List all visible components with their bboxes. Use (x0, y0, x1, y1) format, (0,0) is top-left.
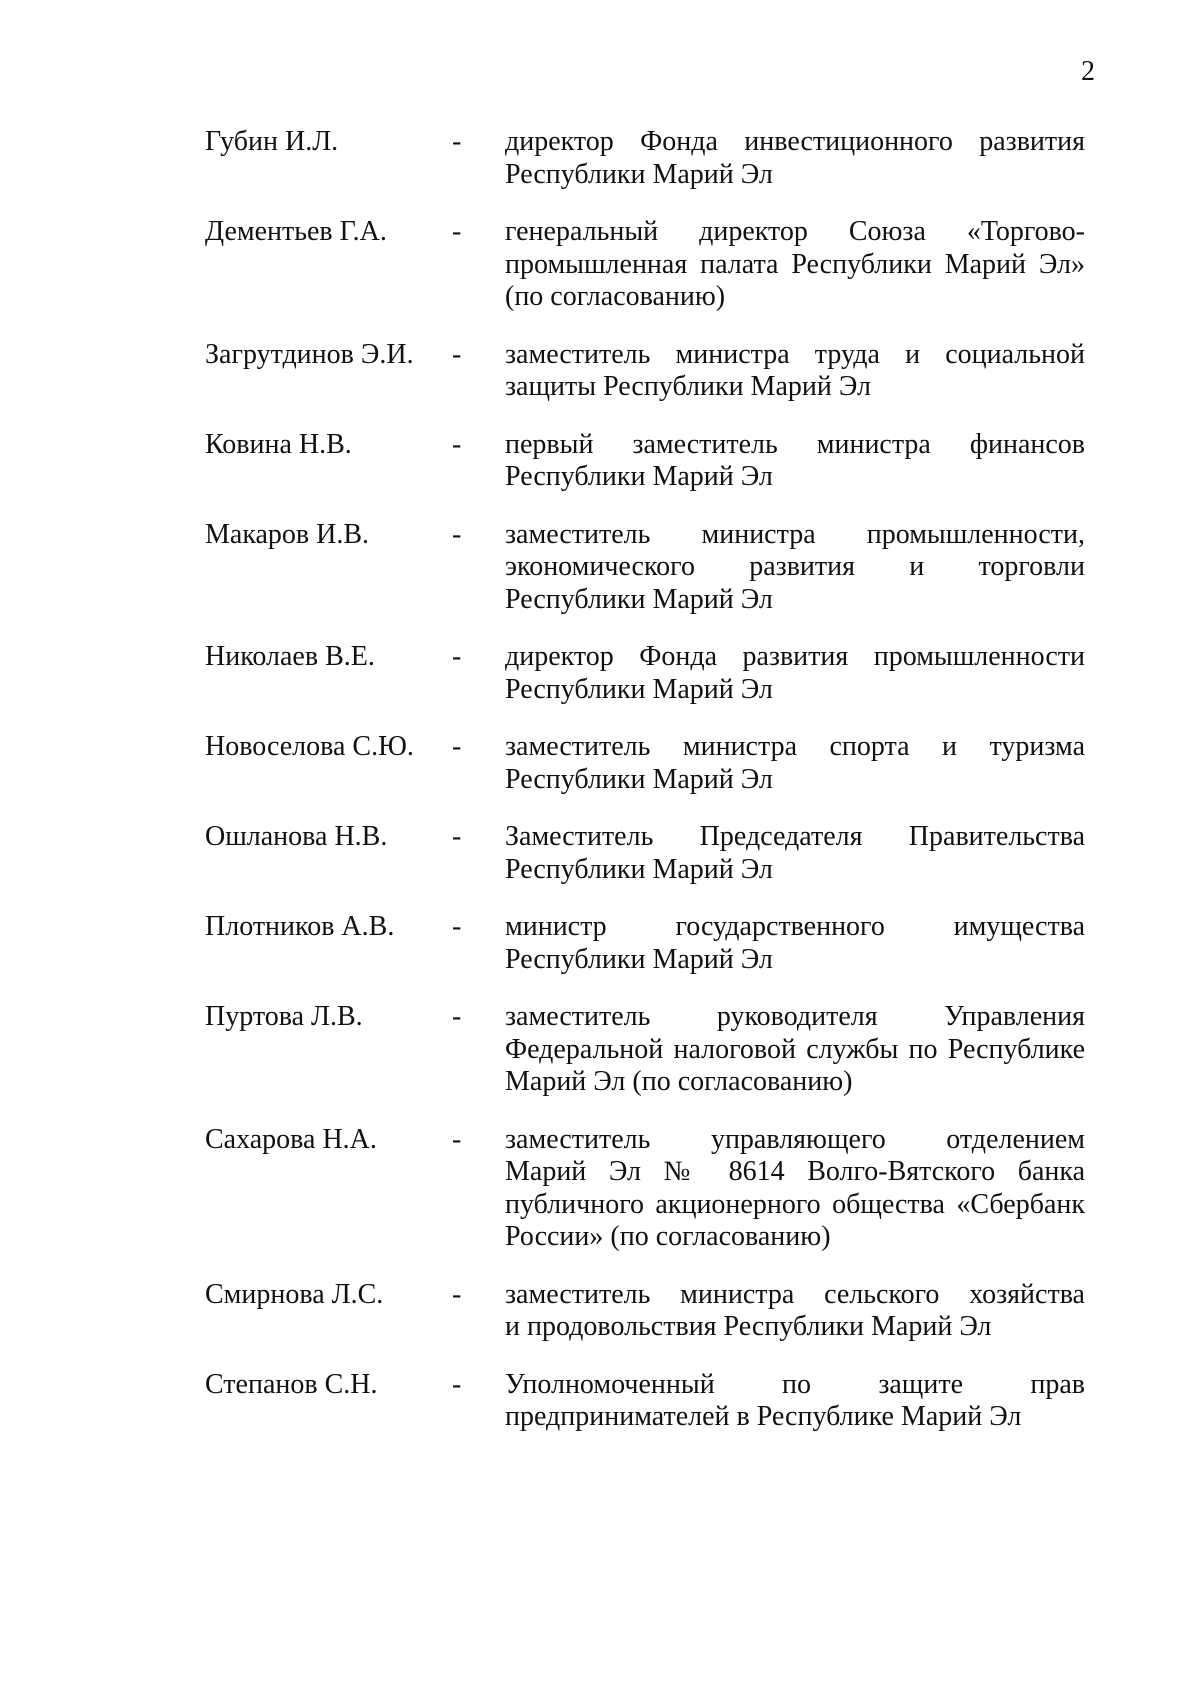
member-role-line: Марий Эл (по согласованию) (505, 1066, 853, 1097)
member-entry (205, 821, 1085, 886)
member-dash: - (452, 821, 462, 852)
member-role (505, 1001, 1085, 1099)
member-role (505, 1369, 1085, 1434)
member-entry (205, 216, 1085, 314)
member-dash: - (452, 338, 462, 370)
member-role-line: Республики Марий Эл (505, 583, 773, 615)
member-role-line: Республики Марий Эл (505, 673, 773, 705)
member-role (505, 216, 1085, 314)
member-role-line: защиты Республики Марий Эл (505, 371, 871, 402)
member-name: Плотников А.В. (205, 911, 395, 942)
member-entry (205, 339, 1085, 404)
member-list (205, 126, 1085, 1434)
member-role (505, 126, 1085, 191)
member-role-line: генеральный директор Союза «Торгово- (505, 216, 1085, 247)
member-entry (205, 1001, 1085, 1099)
member-entry (205, 1369, 1085, 1434)
member-role (505, 519, 1085, 617)
member-role-line: заместитель министра сельского хозяйства (505, 1278, 1085, 1310)
member-role-line: директор Фонда инвестиционного развития (505, 126, 1085, 157)
member-name: Дементьев Г.А. (205, 216, 387, 247)
member-role (505, 911, 1085, 976)
member-name: Сахарова Н.А. (205, 1123, 377, 1155)
member-entry (205, 731, 1085, 796)
member-role-line: заместитель министра промышленности, (505, 518, 1085, 550)
member-dash: - (452, 1123, 462, 1155)
member-name: Губин И.Л. (205, 126, 339, 157)
member-role-line: Федеральной налоговой службы по Республике (505, 1033, 1085, 1065)
member-role-line: Республики Марий Эл (505, 461, 773, 492)
member-name: Николаев В.Е. (205, 641, 375, 672)
member-role-line: Заместитель Председателя Правительства (505, 821, 1085, 852)
member-role (505, 821, 1085, 886)
member-role-line: заместитель руководителя Управления (505, 1001, 1085, 1032)
member-entry (205, 1124, 1085, 1254)
member-role-line: заместитель министра труда и социальной (505, 338, 1085, 370)
member-role-line: министр государственного имущества (505, 911, 1085, 942)
member-name: Макаров И.В. (205, 518, 370, 550)
member-dash: - (452, 731, 462, 762)
member-dash: - (452, 216, 462, 247)
member-dash: - (452, 1278, 462, 1310)
member-role (505, 339, 1085, 404)
page-number: 2 (1081, 56, 1095, 87)
member-role-line: экономического развития и торговли (505, 551, 1085, 582)
member-entry (205, 641, 1085, 706)
member-name: Смирнова Л.С. (205, 1278, 384, 1310)
member-dash: - (452, 911, 462, 942)
member-role-line: первый заместитель министра финансов (505, 428, 1085, 460)
member-name: Ковина Н.В. (205, 428, 352, 460)
member-name: Новоселова С.Ю. (205, 731, 414, 762)
member-name: Степанов С.Н. (205, 1368, 378, 1400)
member-role (505, 641, 1085, 706)
member-role-line: Республики Марий Эл (505, 853, 773, 885)
member-dash: - (452, 641, 462, 672)
member-role (505, 1124, 1085, 1254)
member-entry (205, 429, 1085, 494)
member-entry (205, 911, 1085, 976)
member-role (505, 429, 1085, 494)
member-role-line: Уполномоченный по защите прав (505, 1368, 1085, 1400)
member-role-line: и продовольствия Республики Марий Эл (505, 1311, 992, 1342)
member-dash: - (452, 518, 462, 550)
member-role-line: Республики Марий Эл (505, 158, 773, 190)
member-role-line: Республики Марий Эл (505, 943, 773, 975)
member-dash: - (452, 428, 462, 460)
member-role-line: Марий Эл № 8614 Волго-Вятского банка (505, 1156, 1085, 1187)
member-role-line: (по согласованию) (505, 281, 726, 312)
member-dash: - (452, 126, 462, 157)
member-entry (205, 126, 1085, 191)
member-dash: - (452, 1001, 462, 1032)
member-entry (205, 519, 1085, 617)
member-role-line: промышленная палата Республики Марий Эл» (505, 248, 1085, 280)
member-role-line: публичного акционерного общества «Сбербанк (505, 1188, 1085, 1220)
member-entry (205, 1279, 1085, 1344)
member-role-line: предпринимателей в Республике Марий Эл (505, 1401, 1022, 1432)
member-role-line: заместитель министра спорта и туризма (505, 731, 1085, 762)
member-name: Загрутдинов Э.И. (205, 338, 414, 370)
member-name: Пуртова Л.В. (205, 1001, 363, 1032)
member-role (505, 731, 1085, 796)
member-dash: - (452, 1368, 462, 1400)
member-role-line: Республики Марий Эл (505, 763, 773, 795)
member-name: Ошланова Н.В. (205, 821, 388, 852)
member-role-line: заместитель управляющего отделением (505, 1123, 1085, 1155)
member-role-line: России» (по согласованию) (505, 1221, 831, 1252)
member-role-line: директор Фонда развития промышленности (505, 641, 1085, 672)
member-role (505, 1279, 1085, 1344)
